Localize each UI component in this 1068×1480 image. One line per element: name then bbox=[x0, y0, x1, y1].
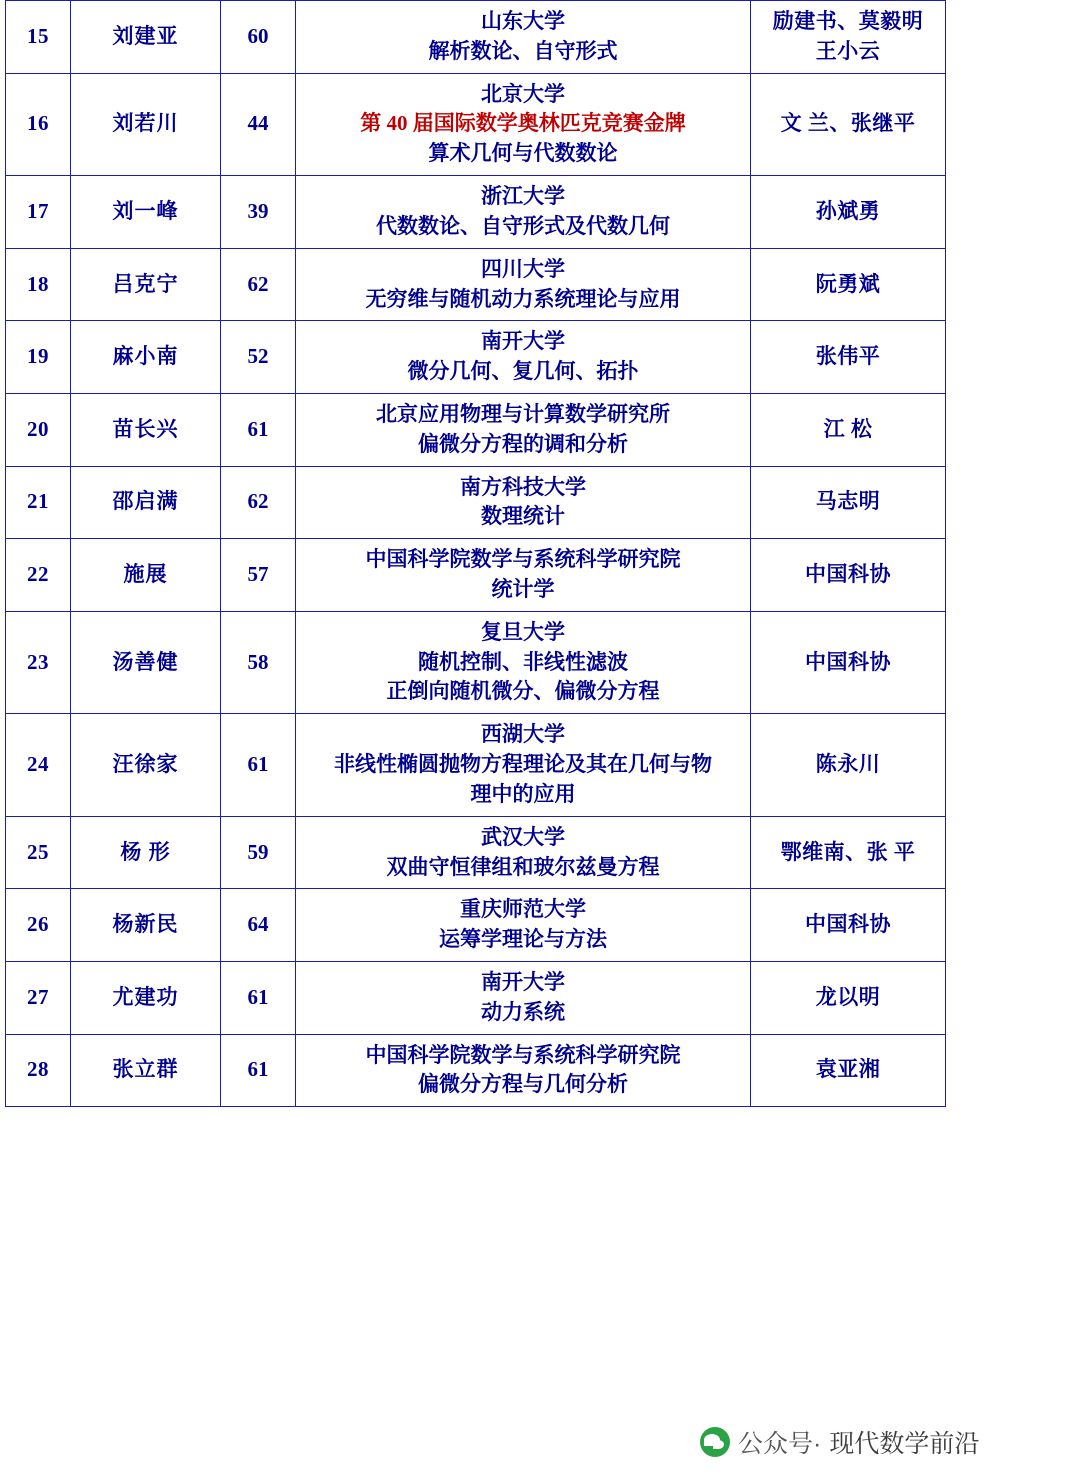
cell-age: 64 bbox=[221, 889, 296, 962]
table-row bbox=[6, 539, 946, 612]
cell-name: 苗长兴 bbox=[71, 393, 221, 466]
cell-age: 62 bbox=[221, 466, 296, 539]
table-row bbox=[6, 1034, 946, 1107]
table-row bbox=[6, 393, 946, 466]
cell-recommender bbox=[751, 1034, 946, 1107]
table-row bbox=[6, 466, 946, 539]
cell-affiliation-research bbox=[296, 1034, 751, 1107]
detail-line: 运筹学理论与方法 bbox=[439, 927, 607, 952]
cell-index: 23 bbox=[6, 611, 71, 713]
cell-age: 61 bbox=[221, 961, 296, 1034]
cell-recommender bbox=[751, 611, 946, 713]
detail-line: 正倒向随机微分、偏微分方程 bbox=[386, 679, 660, 704]
detail-line: 浙江大学 bbox=[481, 184, 565, 209]
detail-line: 偏微分方程的调和分析 bbox=[418, 431, 628, 456]
cell-age: 61 bbox=[221, 714, 296, 816]
table-row bbox=[6, 714, 946, 816]
cell-age: 61 bbox=[221, 1034, 296, 1107]
detail-line: 北京应用物理与计算数学研究所 bbox=[376, 401, 670, 426]
cell-affiliation-research bbox=[296, 176, 751, 249]
cell-index: 18 bbox=[6, 248, 71, 321]
cell-recommender bbox=[751, 714, 946, 816]
cell-recommender bbox=[751, 321, 946, 394]
cell-recommender bbox=[751, 816, 946, 889]
cell-age: 44 bbox=[221, 73, 296, 175]
cell-index: 16 bbox=[6, 73, 71, 175]
cell-recommender bbox=[751, 539, 946, 612]
detail-line: 南开大学 bbox=[481, 969, 565, 994]
recommender-line: 文 兰、张继平 bbox=[780, 111, 916, 136]
cell-index: 28 bbox=[6, 1034, 71, 1107]
cell-recommender bbox=[751, 248, 946, 321]
detail-line: 代数数论、自守形式及代数几何 bbox=[376, 213, 670, 238]
cell-index: 25 bbox=[6, 816, 71, 889]
cell-recommender bbox=[751, 466, 946, 539]
table-row bbox=[6, 961, 946, 1034]
recommender-line: 王小云 bbox=[815, 38, 881, 63]
cell-affiliation-research bbox=[296, 714, 751, 816]
wechat-icon bbox=[700, 1427, 730, 1457]
cell-index: 20 bbox=[6, 393, 71, 466]
cell-name: 刘一峰 bbox=[71, 176, 221, 249]
table-row bbox=[6, 73, 946, 175]
cell-age: 39 bbox=[221, 176, 296, 249]
cell-recommender bbox=[751, 393, 946, 466]
cell-name: 杨新民 bbox=[71, 889, 221, 962]
cell-name: 汤善健 bbox=[71, 611, 221, 713]
cell-name: 施展 bbox=[71, 539, 221, 612]
cell-age: 57 bbox=[221, 539, 296, 612]
cell-affiliation-research bbox=[296, 539, 751, 612]
detail-line: 解析数论、自守形式 bbox=[428, 38, 618, 63]
recommender-line: 孙斌勇 bbox=[815, 198, 881, 223]
cell-recommender bbox=[751, 889, 946, 962]
cell-affiliation-research bbox=[296, 611, 751, 713]
recommender-line: 马志明 bbox=[815, 489, 881, 514]
cell-recommender bbox=[751, 176, 946, 249]
detail-line: 重庆师范大学 bbox=[460, 897, 586, 922]
detail-line: 西湖大学 bbox=[481, 722, 565, 747]
cell-index: 22 bbox=[6, 539, 71, 612]
cell-age: 61 bbox=[221, 393, 296, 466]
recommender-line: 中国科协 bbox=[805, 562, 891, 587]
detail-line: 随机控制、非线性滤波 bbox=[418, 649, 628, 674]
detail-line: 南开大学 bbox=[481, 329, 565, 354]
recommender-line: 龙以明 bbox=[815, 984, 881, 1009]
detail-line: 武汉大学 bbox=[481, 824, 565, 849]
cell-affiliation-research bbox=[296, 393, 751, 466]
cell-index: 19 bbox=[6, 321, 71, 394]
cell-index: 27 bbox=[6, 961, 71, 1034]
table-row bbox=[6, 816, 946, 889]
table-row bbox=[6, 248, 946, 321]
table-row bbox=[6, 611, 946, 713]
cell-affiliation-research bbox=[296, 73, 751, 175]
cell-index: 26 bbox=[6, 889, 71, 962]
detail-line: 非线性椭圆抛物方程理论及其在几何与物 bbox=[334, 752, 712, 777]
table-body bbox=[6, 1, 946, 1107]
cell-name: 刘建亚 bbox=[71, 1, 221, 74]
detail-line: 四川大学 bbox=[481, 256, 565, 281]
detail-line: 理中的应用 bbox=[470, 781, 576, 806]
cell-index: 21 bbox=[6, 466, 71, 539]
detail-line: 数理统计 bbox=[481, 504, 565, 529]
recommender-line: 阮勇斌 bbox=[815, 271, 881, 296]
table-row bbox=[6, 176, 946, 249]
cell-affiliation-research bbox=[296, 321, 751, 394]
cell-name: 杨 形 bbox=[71, 816, 221, 889]
cell-name: 张立群 bbox=[71, 1034, 221, 1107]
cell-recommender bbox=[751, 961, 946, 1034]
cell-index: 17 bbox=[6, 176, 71, 249]
cell-affiliation-research bbox=[296, 248, 751, 321]
detail-line: 复旦大学 bbox=[481, 619, 565, 644]
recommender-line: 鄂维南、张 平 bbox=[780, 839, 916, 864]
cell-age: 62 bbox=[221, 248, 296, 321]
recommender-line: 陈永川 bbox=[815, 752, 881, 777]
cell-name: 汪徐家 bbox=[71, 714, 221, 816]
recommender-line: 励建书、莫毅明 bbox=[772, 9, 924, 33]
cell-affiliation-research bbox=[296, 889, 751, 962]
detail-line: 北京大学 bbox=[481, 81, 565, 106]
cell-affiliation-research bbox=[296, 466, 751, 539]
detail-line: 统计学 bbox=[491, 577, 555, 601]
recommender-line: 张伟平 bbox=[815, 344, 881, 369]
detail-line: 中国科学院数学与系统科学研究院 bbox=[365, 547, 681, 572]
cell-name: 刘若川 bbox=[71, 73, 221, 175]
cell-name: 邵启满 bbox=[71, 466, 221, 539]
recommender-line: 中国科协 bbox=[805, 649, 891, 674]
detail-line: 动力系统 bbox=[481, 999, 565, 1024]
detail-line: 双曲守恒律组和玻尔兹曼方程 bbox=[386, 854, 660, 879]
detail-line: 算术几何与代数数论 bbox=[428, 141, 618, 166]
cell-age: 60 bbox=[221, 1, 296, 74]
watermark-badge bbox=[700, 1424, 979, 1460]
cell-name: 尤建功 bbox=[71, 961, 221, 1034]
detail-line: 无穷维与随机动力系统理论与应用 bbox=[365, 286, 681, 311]
cell-affiliation-research bbox=[296, 816, 751, 889]
scholar-roster-table bbox=[5, 0, 946, 1107]
watermark-account-name: 现代数学前沿 bbox=[829, 1430, 980, 1458]
cell-index: 15 bbox=[6, 1, 71, 74]
cell-name: 吕克宁 bbox=[71, 248, 221, 321]
table-row bbox=[6, 889, 946, 962]
watermark-prefix: 公众号· bbox=[738, 1430, 822, 1458]
cell-name: 麻小南 bbox=[71, 321, 221, 394]
cell-recommender bbox=[751, 73, 946, 175]
cell-age: 52 bbox=[221, 321, 296, 394]
award-highlight-line: 第 40 届国际数学奥林匹克竞赛金牌 bbox=[360, 111, 686, 136]
cell-affiliation-research bbox=[296, 961, 751, 1034]
detail-line: 中国科学院数学与系统科学研究院 bbox=[365, 1042, 681, 1067]
recommender-line: 袁亚湘 bbox=[815, 1057, 881, 1082]
table-row bbox=[6, 1, 946, 74]
detail-line: 南方科技大学 bbox=[460, 474, 586, 499]
recommender-line: 江 松 bbox=[823, 416, 873, 441]
cell-age: 58 bbox=[221, 611, 296, 713]
detail-line: 山东大学 bbox=[481, 9, 565, 33]
detail-line: 微分几何、复几何、拓扑 bbox=[407, 359, 639, 384]
cell-affiliation-research bbox=[296, 1, 751, 74]
cell-recommender bbox=[751, 1, 946, 74]
cell-age: 59 bbox=[221, 816, 296, 889]
detail-line: 偏微分方程与几何分析 bbox=[418, 1072, 628, 1097]
cell-index: 24 bbox=[6, 714, 71, 816]
recommender-line: 中国科协 bbox=[805, 912, 891, 937]
table-row bbox=[6, 321, 946, 394]
